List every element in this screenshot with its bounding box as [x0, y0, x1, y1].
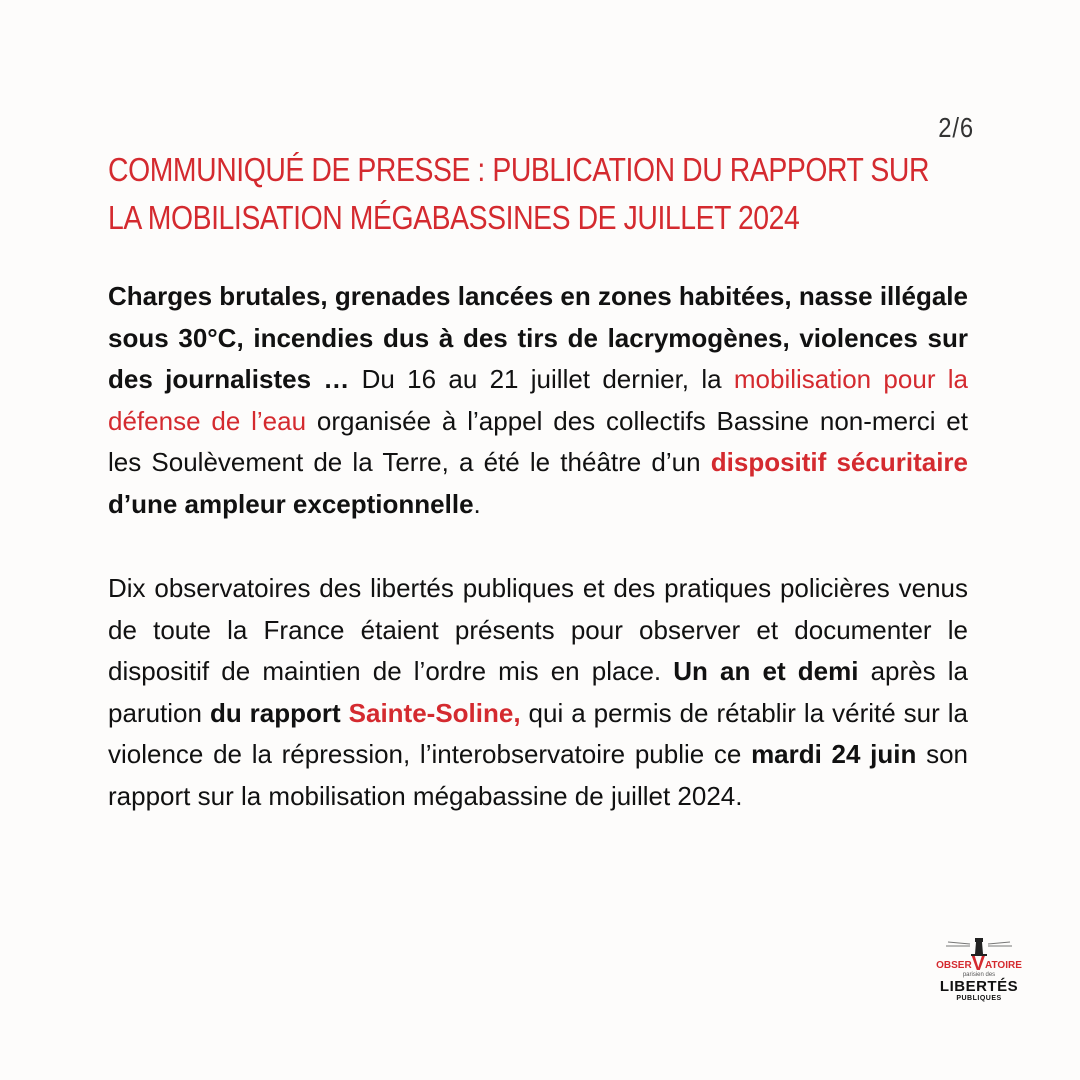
body-text: organisée à l’appel des collectifs Bassine non-merci et les Soulèvement de la Terre, a été le théâtre d’un	[108, 405, 968, 477]
logo-line2: parisien des	[962, 972, 996, 978]
observatoire-logo	[926, 934, 1032, 1030]
body-text: .	[473, 488, 481, 519]
highlight-red-bold: Sainte-Soline,	[348, 697, 521, 728]
highlight-bold: Un an et demi	[673, 656, 859, 686]
mobilisation-link[interactable]: mobilisation pour la défense de l’eau	[108, 364, 969, 436]
paragraph-observatories	[108, 568, 968, 817]
highlight-bold: d’une ampleur exceptionnelle	[108, 488, 474, 519]
logo-line1: OBSERVATOIRE	[936, 953, 1022, 975]
body-text: Dix observatoires des libertés publiques et des pratiques policières venus de toute la France étaient présents pour observer et documenter le dispositif de maintien de l’ordre mis en place.	[108, 573, 968, 686]
paragraph-intro	[108, 276, 968, 525]
page-title: COMMUNIQUÉ DE PRESSE : PUBLICATION DU RAPPORT SUR LA MOBILISATION MÉGABASSINES DE JUILLET 2024	[108, 151, 930, 236]
body-text: Du 16 au 21 juillet dernier, la	[349, 364, 734, 394]
highlight-bold: du rapport	[209, 697, 349, 728]
body-text: après la parution	[108, 656, 968, 728]
highlight-bold: mardi 24 juin	[751, 739, 917, 769]
page-number: 2/6	[938, 112, 974, 143]
logo-line3: LIBERTÉS	[939, 978, 1019, 995]
logo-line4: PUBLIQUES	[956, 995, 1002, 1002]
body-text: qui a permis de rétablir la vérité sur la violence de la répression, l’interobservatoire publie ce	[108, 697, 968, 769]
lead-bold-text: Charges brutales, grenades lancées en zones habitées, nasse illégale sous 30°C, incendies dus à des tirs de lacrymogènes, violences sur des journalistes …	[108, 281, 968, 394]
highlight-red-bold: dispositif sécuritaire	[710, 447, 968, 477]
body-text: son rapport sur la mobilisation mégabassine de juillet 2024.	[108, 739, 968, 811]
